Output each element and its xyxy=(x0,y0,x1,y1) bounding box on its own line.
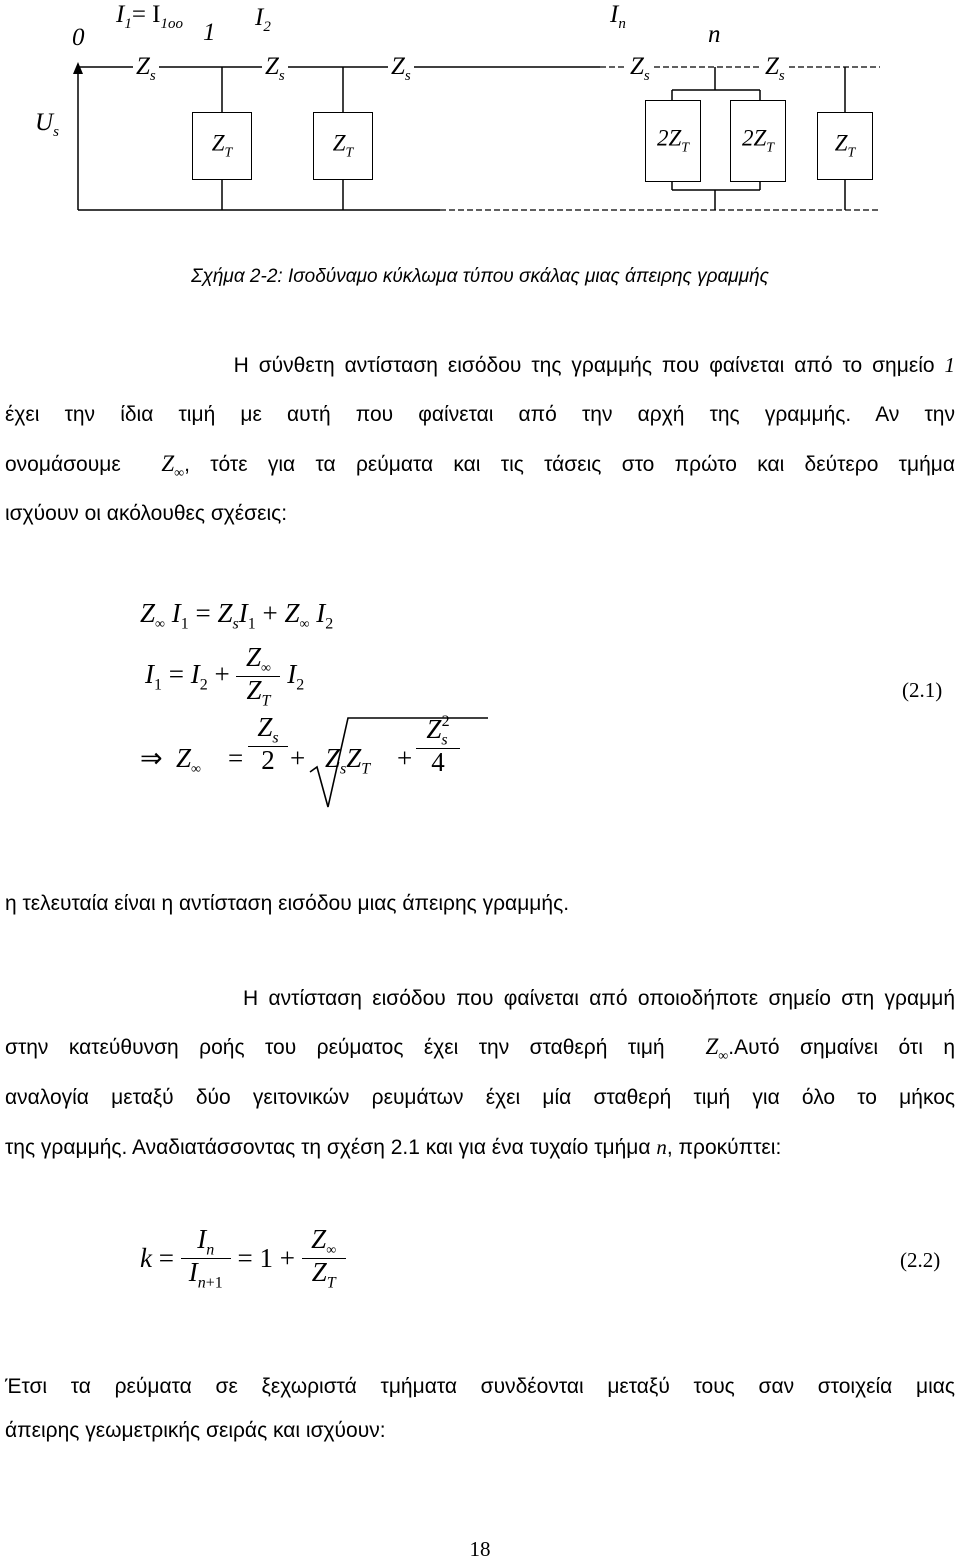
figure-caption: Σχήμα 2-2: Ισοδύναμο κύκλωμα τύπου σκάλας μιας άπειρης γραμμής xyxy=(191,266,769,287)
node-label-n: n xyxy=(708,21,721,48)
series-impedance-label: $Z_s$ xyxy=(262,54,288,84)
series-impedance-label: $Z_s$ xyxy=(388,54,414,84)
paragraph-line: Έτσι τα ρεύματα σε ξεχωριστά τμήματα συνδέονται μεταξύ τους σαν στοιχεία μιας xyxy=(5,1375,955,1398)
paragraph-line: άπειρης γεωμετρικής σειράς και ισχύουν: xyxy=(5,1419,386,1442)
equation-line: $I_1 = I_2$ + $\frac{Z_\infty}{Z_T}$ $I_2$ xyxy=(145,642,305,710)
paragraph-line: έχει την ίδια τιμή με αυτή που φαίνεται από την αρχή της γραμμής. Αν την xyxy=(5,403,955,426)
shunt-impedance-box: $2Z_T$ xyxy=(730,100,786,182)
shunt-impedance-box: $2Z_T$ xyxy=(645,100,701,182)
current-label-i2: $I_2$ xyxy=(255,4,271,35)
paragraph-line: της γραμμής. Αναδιατάσσοντας τη σχέση 2.1 και για ένα τυχαίο τμήμα n, προκύπτει: xyxy=(5,1135,782,1159)
paragraph-line: η τελευταία είναι η αντίσταση εισόδου μιας άπειρης γραμμής. xyxy=(5,892,570,915)
paragraph-line: αναλογία μεταξύ δύο γειτονικών ρευμάτων έχει μία σταθερή τιμή για όλο το μήκος xyxy=(5,1086,955,1109)
series-impedance-label: $Z_s$ xyxy=(133,54,159,84)
paragraph-line: Η σύνθετη αντίσταση εισόδου της γραμμής που φαίνεται από το σημείο 1 xyxy=(233,353,956,377)
series-impedance-label: $Z_s$ xyxy=(762,54,788,84)
shunt-impedance-box: $Z_T$ xyxy=(192,112,252,180)
paragraph-line: ισχύουν οι ακόλουθες σχέσεις: xyxy=(5,502,288,525)
source-voltage-label: $U_s$ xyxy=(35,109,59,140)
equation-line: ⇒ $Z_\infty$ = $\frac{Z_s}{2}$ + $Z_sZ_T$ + $\frac{Z_s^2}{4}$ xyxy=(140,712,500,812)
paragraph-line: Η αντίσταση εισόδου που φαίνεται από οποιοδήποτε σημείο στη γραμμή xyxy=(243,987,955,1010)
equation-line: $Z_\infty$ $I_1 = Z_sI_1 + Z_\infty$ $I_2$ xyxy=(140,598,334,633)
equation-number: (2.2) xyxy=(900,1248,941,1272)
circuit-wires xyxy=(0,0,960,230)
paragraph-line: ονομάσουμε $Z_\infty$, τότε για τα ρεύματα και τις τάσεις στο πρώτο και δεύτερο τμήμα xyxy=(5,451,955,481)
node-label-0: 0 xyxy=(72,24,85,51)
shunt-impedance-box: $Z_T$ xyxy=(313,112,373,180)
equation-2-2: k = $\frac{I_n}{I_{n+1}}$ = 1 + $\frac{Z_\infty}{Z_T}$ xyxy=(140,1226,346,1292)
current-label-in: $I_n$ xyxy=(610,1,626,32)
paragraph-line: στην κατεύθυνση ροής του ρεύματος έχει την σταθερή τιμή $Z_\infty.A\upsilon\tau ό$ σημαίνει ότι η xyxy=(5,1034,956,1064)
series-impedance-label: $Z_s$ xyxy=(627,54,653,84)
shunt-impedance-box: $Z_T$ xyxy=(817,112,873,180)
node-label-1: 1 xyxy=(203,19,216,46)
page-number: 18 xyxy=(469,1537,491,1561)
equation-number: (2.1) xyxy=(902,678,943,702)
current-label-i1: $I_1= I_{1oo}$ xyxy=(116,1,184,32)
